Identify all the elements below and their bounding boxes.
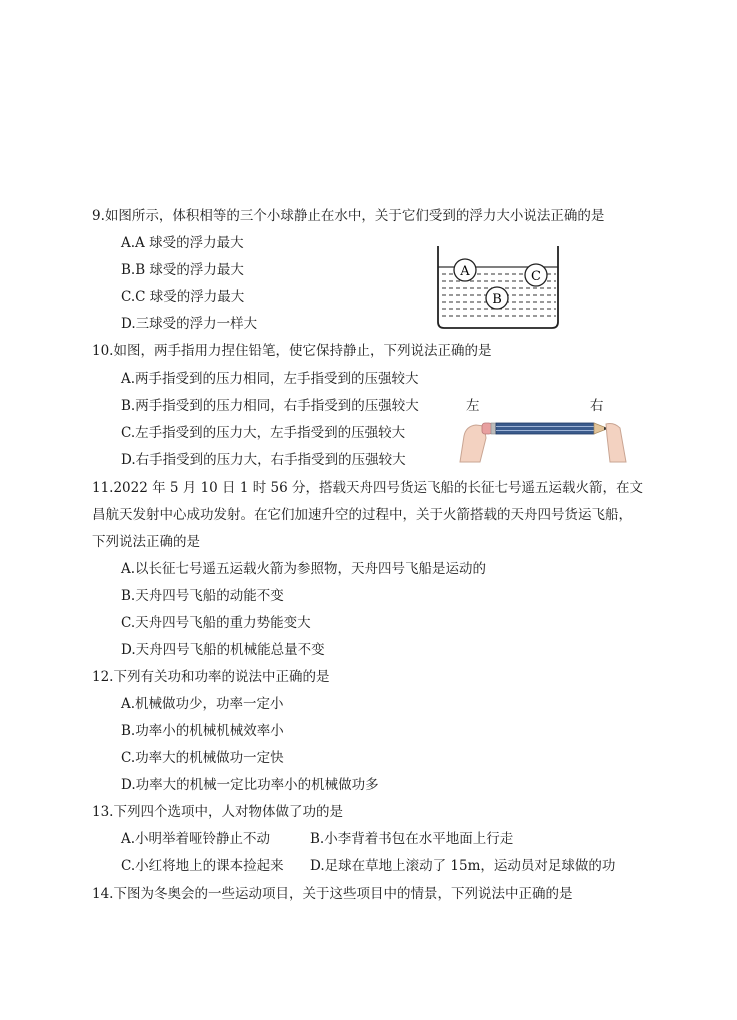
- q13-option-a: A.小明举着哑铃静止不动: [121, 831, 271, 847]
- q14-stem: 14.下图为冬奥会的一些运动项目，关于这些项目中的情景，下列说法中正确的是: [92, 886, 573, 902]
- q9-option-a: A.A 球受的浮力最大: [121, 235, 244, 251]
- q11-stem-line-1: 11.2022 年 5 月 10 日 1 时 56 分，搭载天舟四号货运飞船的长征七号遥五运载火箭，在文: [92, 480, 643, 496]
- ball-a-label: A: [460, 264, 470, 279]
- pencil-body: [496, 423, 594, 434]
- q12-option-a: A.机械做功少，功率一定小: [121, 696, 284, 712]
- pencil-ferrule: [491, 423, 496, 434]
- q10-option-c: C.左手指受到的压力大，左手指受到的压强较大: [121, 425, 406, 441]
- pencil-right-label: 右: [590, 398, 604, 414]
- right-finger: [606, 424, 626, 463]
- pencil-left-label: 左: [466, 398, 480, 414]
- pencil-eraser: [482, 423, 492, 434]
- q10-option-b: B.两手指受到的压力相同，右手指受到的压强较大: [121, 398, 419, 414]
- q10-option-a: A.两手指受到的压力相同，左手指受到的压强较大: [121, 371, 419, 387]
- q10-option-d: D.右手指受到的压力大，右手指受到的压强较大: [121, 452, 406, 468]
- q9-option-d: D.三球受的浮力一样大: [121, 316, 258, 332]
- q11-option-b: B.天舟四号飞船的动能不变: [121, 588, 284, 604]
- q11-stem-line-2: 昌航天发射中心成功发射。在它们加速升空的过程中，关于火箭搭载的天舟四号货运飞船，: [92, 507, 632, 523]
- q10-stem: 10.如图，两手指用力捏住铅笔，使它保持静止，下列说法正确的是: [92, 343, 492, 359]
- pencil-figure: [456, 414, 630, 464]
- q12-option-b: B.功率小的机械机械效率小: [121, 723, 284, 739]
- q9-stem: 9.如图所示，体积相等的三个小球静止在水中，关于它们受到的浮力大小说法正确的是: [92, 208, 605, 224]
- q11-stem-line-3: 下列说法正确的是: [92, 534, 200, 550]
- beaker-figure: [432, 244, 564, 330]
- q9-option-c: C.C 球受的浮力最大: [121, 289, 245, 305]
- q11-option-c: C.天舟四号飞船的重力势能变大: [121, 615, 311, 631]
- q9-option-b: B.B 球受的浮力最大: [121, 262, 244, 278]
- q13-option-c: C.小红将地上的课本捡起来: [121, 858, 284, 874]
- ball-c-label: C: [531, 269, 541, 284]
- q13-option-d: D.足球在草地上滚动了 15m，运动员对足球做的功: [310, 858, 616, 874]
- q13-option-b: B.小李背着书包在水平地面上行走: [310, 831, 514, 847]
- q11-option-a: A.以长征七号遥五运载火箭为参照物，天舟四号飞船是运动的: [121, 561, 487, 577]
- q12-option-d: D.功率大的机械一定比功率小的机械做功多: [121, 777, 379, 793]
- ball-b-label: B: [492, 292, 502, 307]
- q12-stem: 12.下列有关功和功率的说法中正确的是: [92, 669, 330, 685]
- q12-option-c: C.功率大的机械做功一定快: [121, 750, 284, 766]
- q13-stem: 13.下列四个选项中，人对物体做了功的是: [92, 804, 343, 820]
- q11-option-d: D.天舟四号飞船的机械能总量不变: [121, 642, 325, 658]
